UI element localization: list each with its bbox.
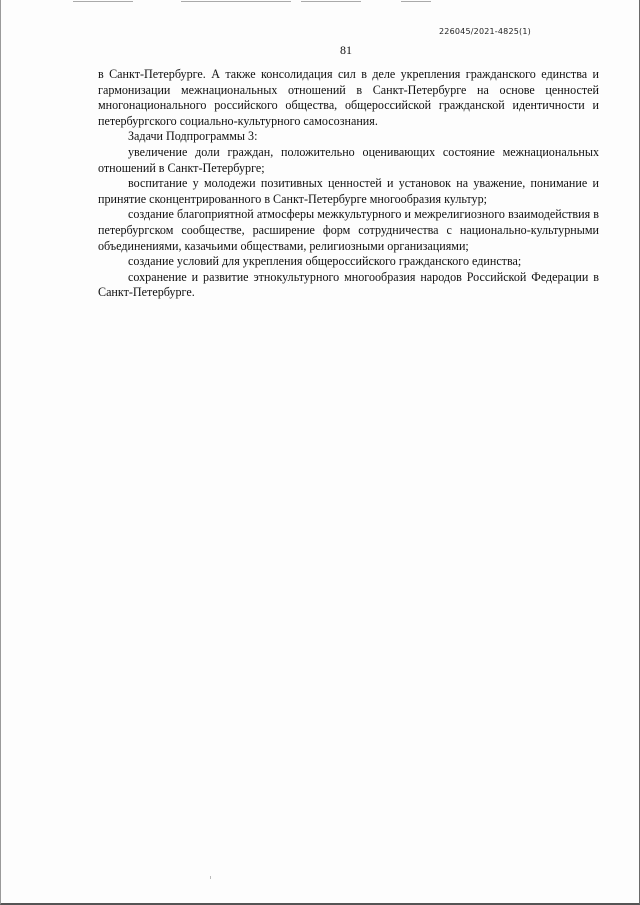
document-id: 226045/2021-4825(1) [439, 27, 531, 36]
paragraph-task-5: сохранение и развитие этнокультурного многообразия народов Российской Федерации в Санкт-Петербурге. [98, 269, 599, 300]
paragraph-task-4: создание условий для укрепления общероссийского гражданского единства; [128, 254, 522, 269]
paragraph-task-2: воспитание у молодежи позитивных ценностей и установок на уважение, понимание и принятие сконцентрированного в Санкт-Петербурге многообразия культур; [98, 176, 599, 206]
paragraph-intro: в Санкт-Петербурге. А также консолидация сил в деле укрепления гражданского единства и гармонизации межнациональных отношений в Санкт-Петербурге на основе ценностей многонационального российского общества, общероссийской гражданской идентичности и петербургского социально-культурного самосознания. [98, 67, 599, 128]
paragraph-tasks-heading: Задачи Подпрограммы 3: [128, 129, 258, 144]
page-number: 81 [340, 43, 352, 57]
paragraph-task-3: создание благоприятной атмосферы межкультурного и межрелигиозного взаимодействия в петербургском сообществе, расширение форм сотрудничества с национально-культурными объединениями, казачьими обществами, религиозными организациями; [98, 207, 599, 253]
scan-speck [210, 876, 211, 879]
scan-edge-marks [1, 0, 640, 4]
paragraph-task-1: увеличение доли граждан, положительно оценивающих состояние межнациональных отношений в Санкт-Петербурге; [98, 144, 599, 175]
body-text [98, 67, 599, 301]
